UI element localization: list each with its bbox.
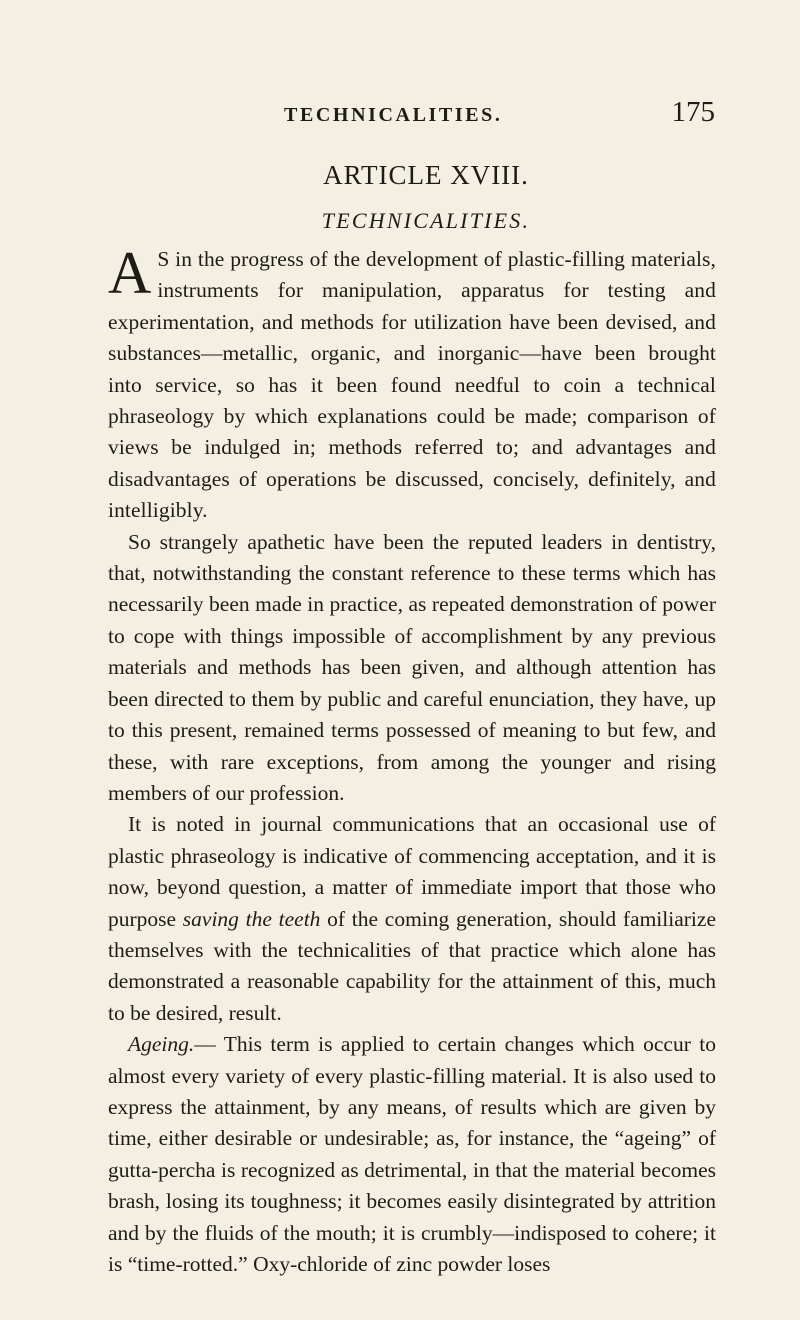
paragraph-1 <box>108 240 716 527</box>
paragraph-3 <box>108 809 716 1029</box>
article-title: ARTICLE XVIII. <box>323 160 529 190</box>
paragraph-3-text-before: It is noted in journal communications that an occasional use of plastic phraseology is indicative of commencing acceptation, and it is now, beyond question, a matter of immediate import that those who purpose <box>108 812 716 931</box>
paragraph-4 <box>108 1029 716 1280</box>
paragraph-3-text-after: of the coming generation, should familiarize themselves with the technicalities of that practice which alone has demonstrated a reasonable capability for the attainment of this, much to be desired, result. <box>108 906 716 1025</box>
article-subtitle: TECHNICALITIES. <box>321 208 531 233</box>
paragraph-3-italic: saving the teeth <box>182 906 321 931</box>
page-number: 175 <box>671 96 715 128</box>
paragraph-1-text: S in the progress of the development of plastic-filling materials, instruments for manipulation, apparatus for testing and experimentation, and methods for utilization have been devised, and substances—metallic, organic, and inorganic—have been brought into service, so has it been found needful to coin a technical phraseology by which explanations could be made; comparison of views be indulged in; methods referred to; and advantages and disadvantages of operations be discussed, concisely, definitely, and intelligibly. <box>108 247 716 523</box>
drop-cap: A <box>108 240 152 306</box>
paragraph-4-term: Ageing. <box>128 1032 195 1057</box>
paragraph-4-text: — This term is applied to certain changes which occur to almost every variety of every plastic-filling material. It is also used to express the attainment, by any means, of results which are given by time, either desirable or undesirable; as, for instance, the “ageing” of gutta-percha is recognized as detrimental, in that the material becomes brash, losing its toughness; it becomes easily disintegrated by attrition and by the fluids of the mouth; it is crumbly—indisposed to cohere; it is “time-rotted.” Oxy-chloride of zinc powder loses <box>108 1032 716 1276</box>
paragraph-2: So strangely apathetic have been the reputed leaders in dentistry, that, notwithstanding the constant reference to these terms which has necessarily been made in practice, as repeated demonstration of power to cope with things impossible of accomplishment by any previous materials and methods has been given, and although attention has been directed to them by public and careful enunciation, they have, up to this present, remained terms possessed of meaning to but few, and these, with rare exceptions, from among the younger and rising members of our profession. <box>108 529 716 805</box>
running-head-title: TECHNICALITIES. <box>284 104 503 126</box>
running-head <box>228 92 715 132</box>
body-text <box>108 240 716 1280</box>
